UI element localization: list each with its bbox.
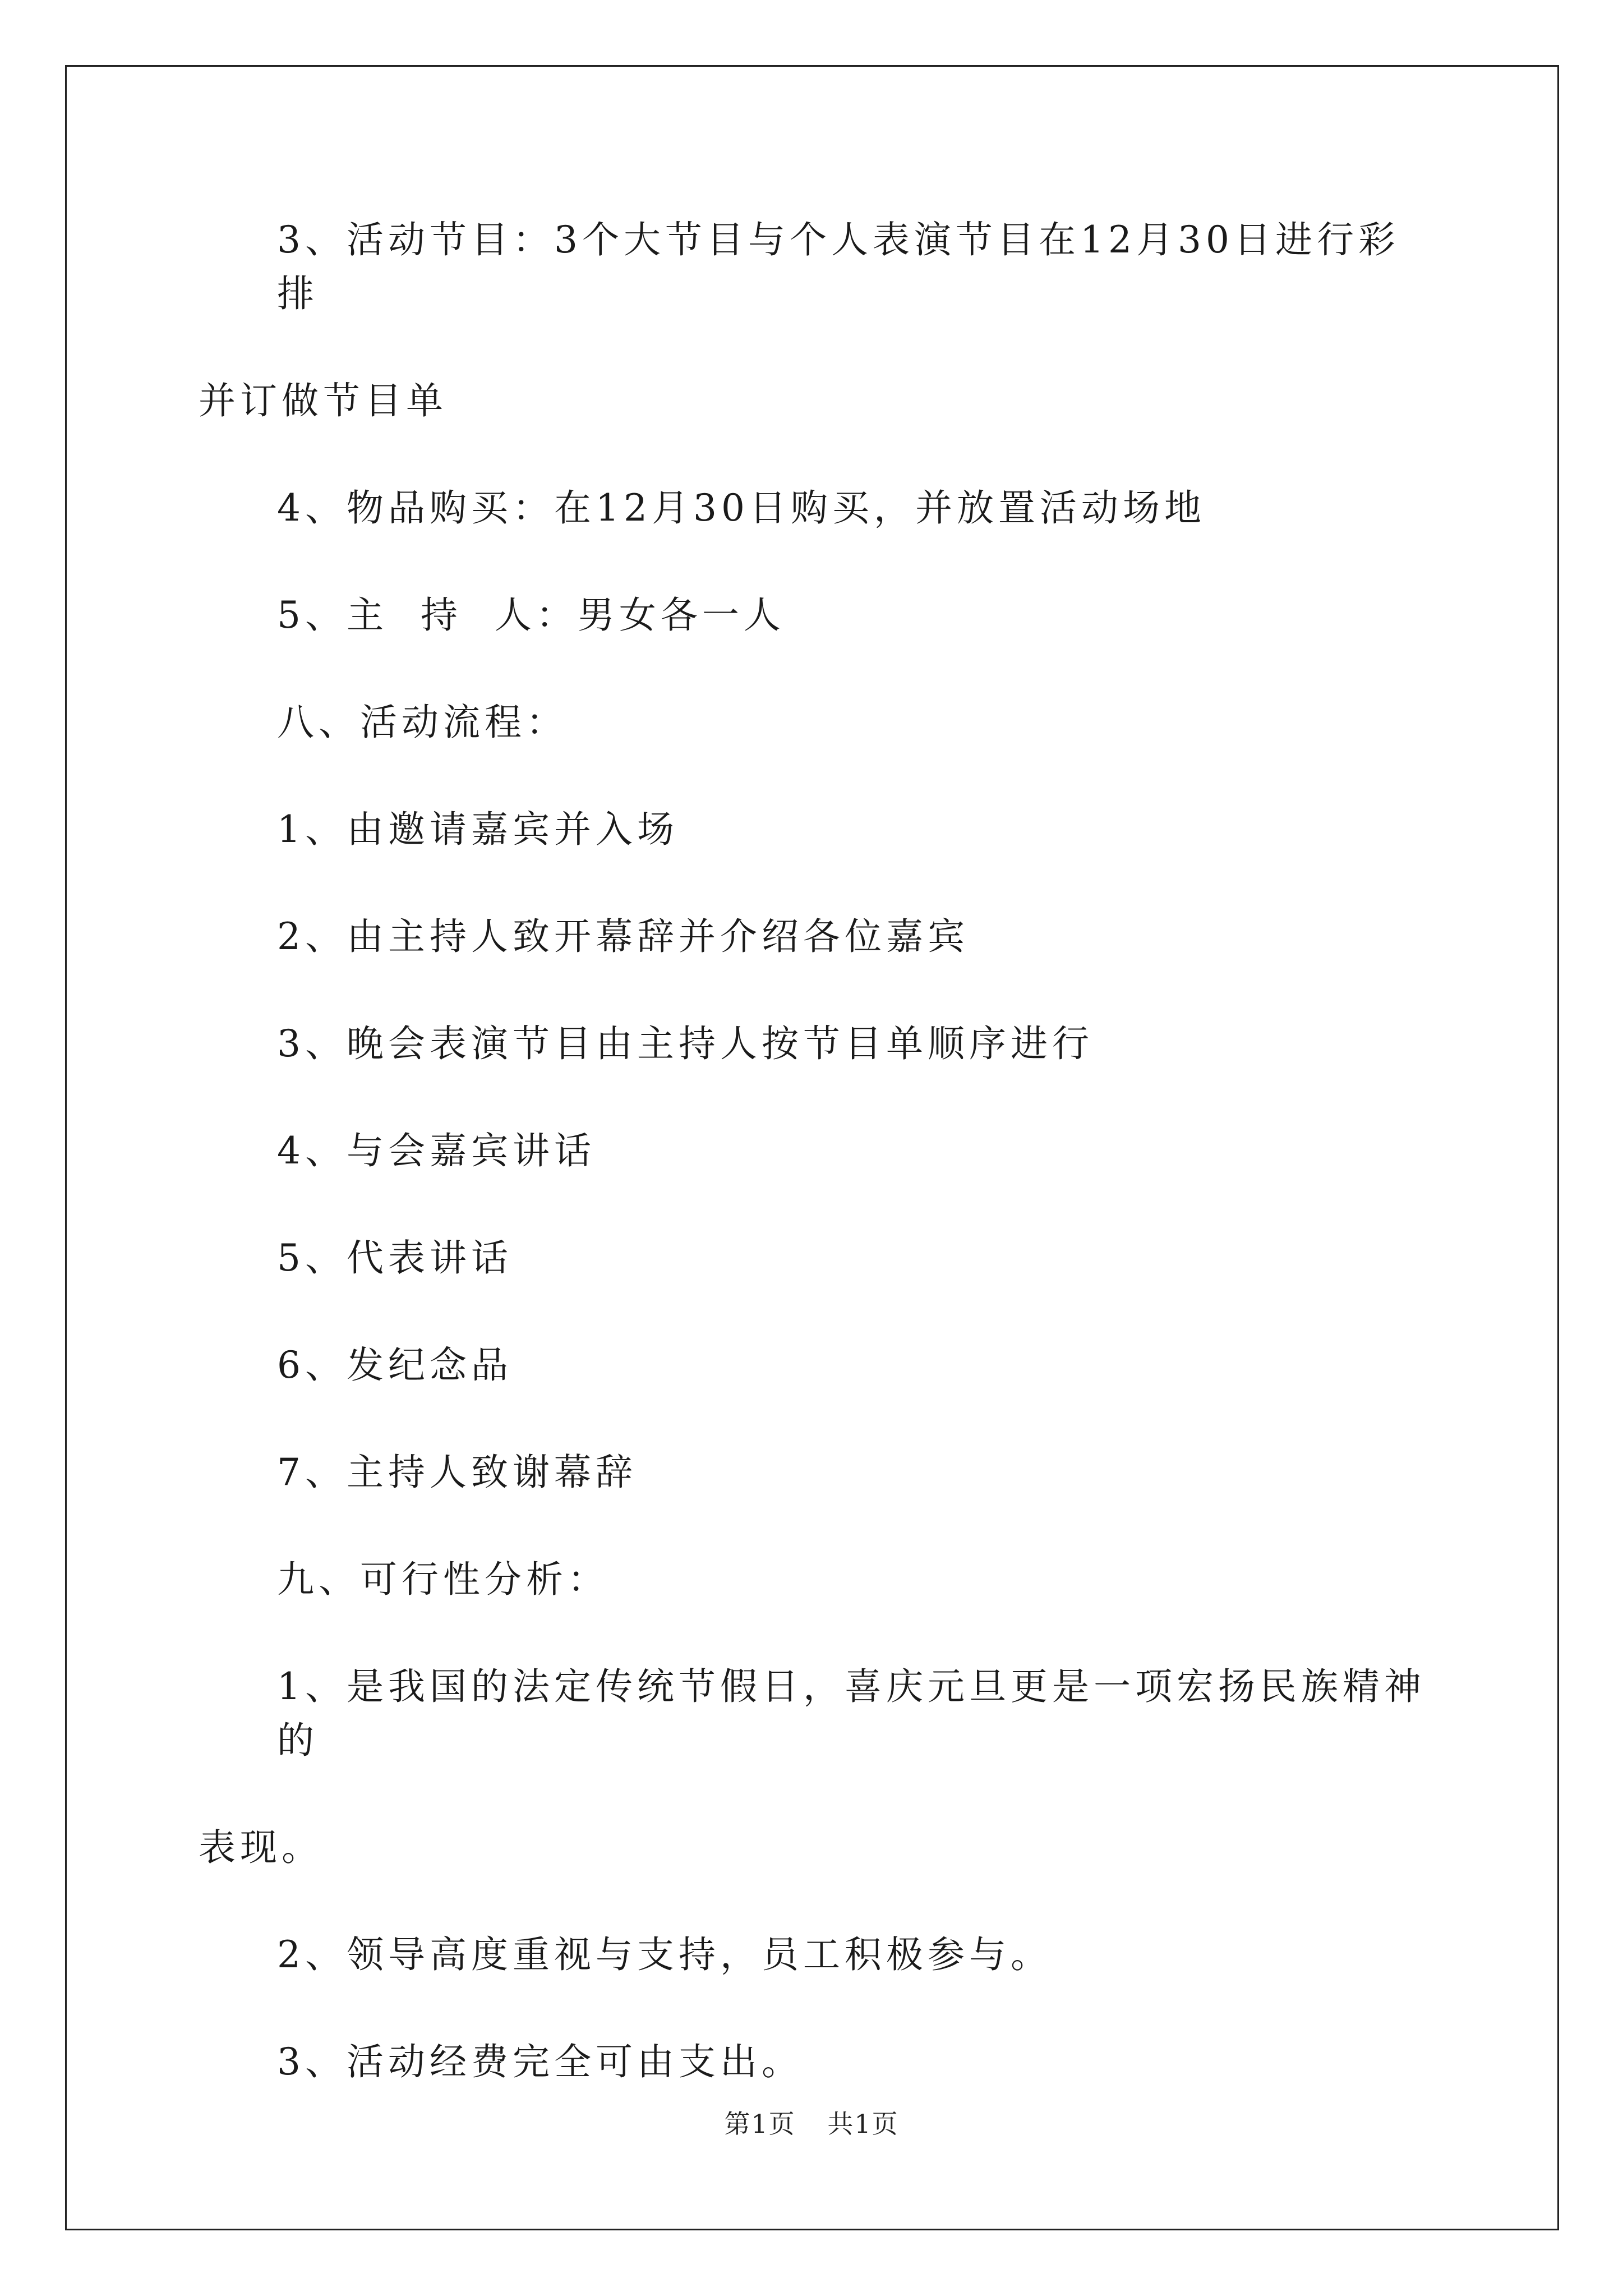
paragraph-feasibility-1 [199,1660,1432,1875]
list-item: 6、发纪念品 [277,1343,513,1387]
paragraph-line: 3、活动节目：3个大节目与个人表演节目在12月30日进行彩排 [277,218,1400,315]
list-item: 7、主持人致谢幕辞 [277,1451,637,1494]
list-item: 3、活动经费完全可由支出。 [277,2040,803,2083]
list-item: 1、由邀请嘉宾并入场 [277,808,679,851]
list-item: 5、代表讲话 [277,1236,513,1280]
list-item: 2、领导高度重视与支持，员工积极参与。 [277,1933,1052,1976]
paragraph-activity-program [199,213,1432,428]
list-item: 4、与会嘉宾讲话 [277,1129,596,1172]
document-body [199,213,1432,2142]
list-item: 3、晚会表演节目由主持人按节目单顺序进行 [277,1022,1094,1065]
paragraph-line: 表现。 [199,1826,323,1869]
paragraph-host: 5、主 持 人：男女各一人 [277,593,785,637]
page-footer [0,2104,1623,2141]
paragraph-line: 1、是我国的法定传统节假日，喜庆元旦更是一项宏扬民族精神的 [277,1665,1426,1762]
section-heading-process: 八、活动流程： [277,701,568,744]
page-number: 第1页 [724,2109,796,2139]
page-total: 共1页 [827,2109,899,2139]
list-item: 2、由主持人致开幕辞并介绍各位嘉宾 [277,915,969,958]
paragraph-purchase: 4、物品购买：在12月30日购买，并放置活动场地 [277,486,1206,530]
paragraph-line: 并订做节目单 [199,379,448,422]
section-heading-feasibility: 九、可行性分析： [277,1558,609,1601]
